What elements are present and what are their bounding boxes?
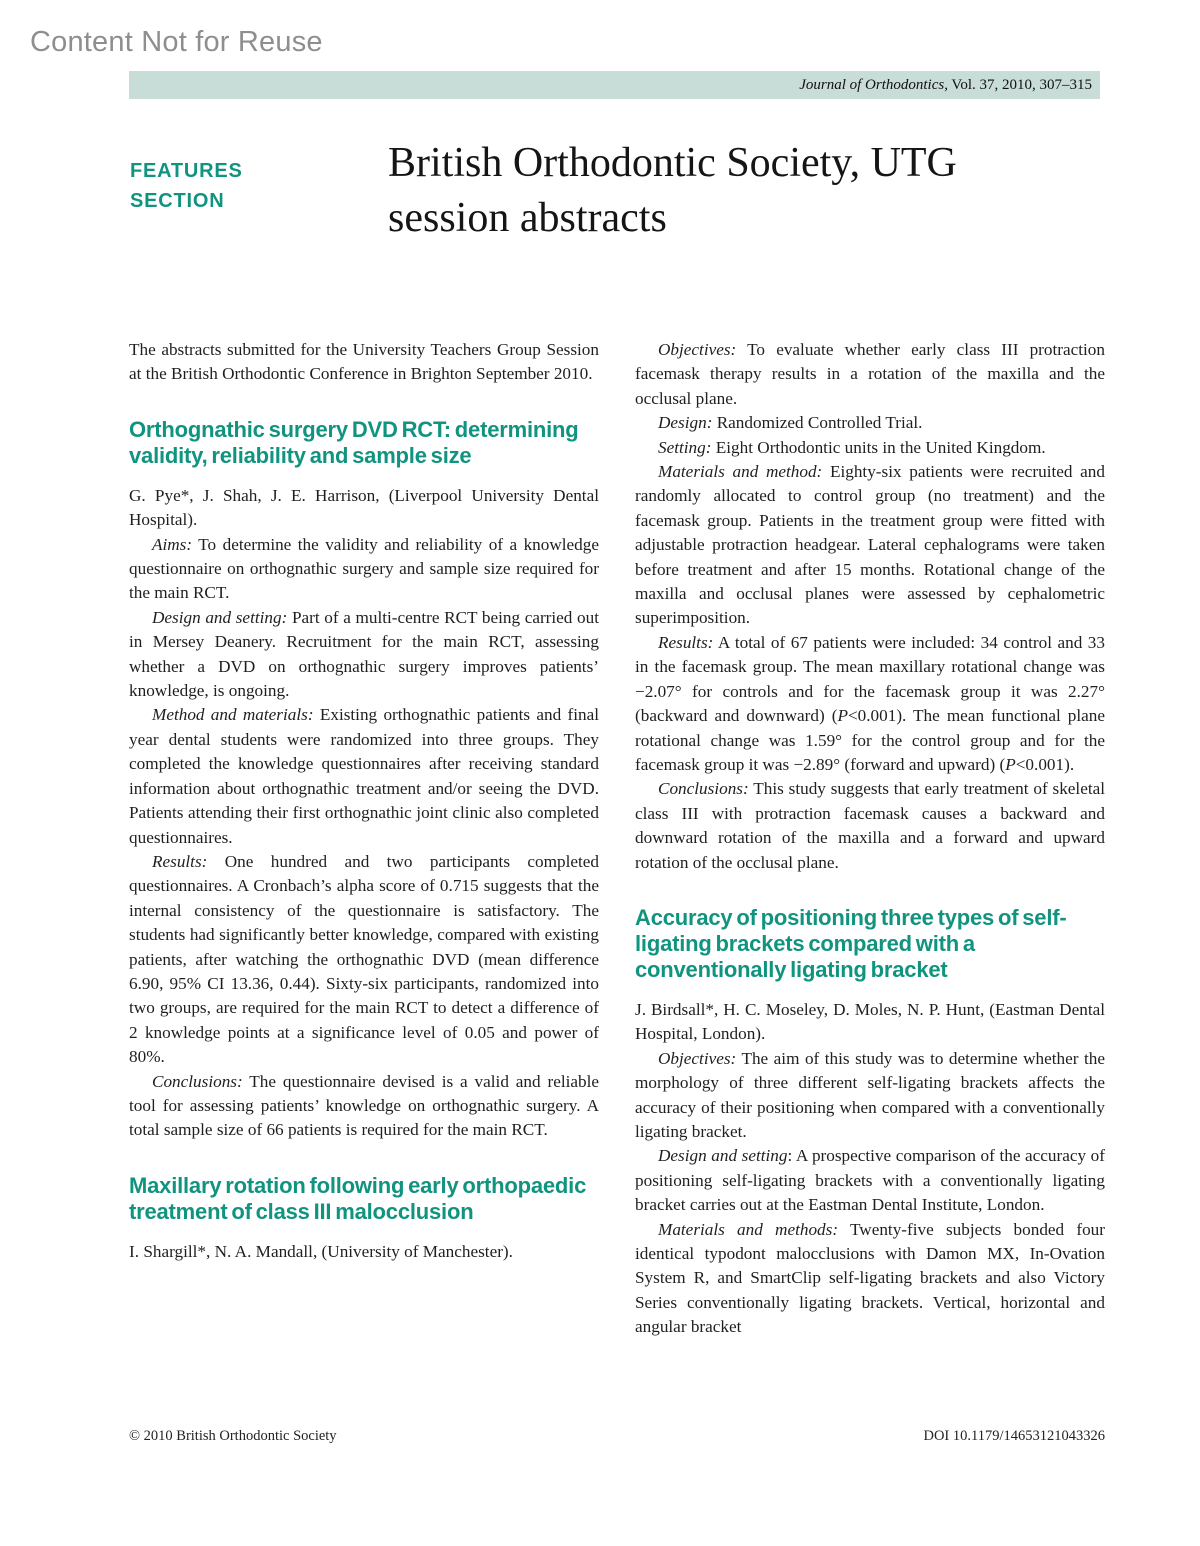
abstract-paragraph — [635, 460, 1105, 631]
page-title-line2: session abstracts — [388, 195, 667, 241]
paragraph-lead-italic: Design and setting: — [152, 607, 288, 627]
paragraph-text: This study suggests that early treatment of skeletal class III with protraction facemask causes a backward and downward rotation of the maxilla and a forward and upward rotation of the occlusal plane. — [635, 779, 1105, 872]
journal-issue-info: Vol. 37, 2010, 307–315 — [947, 76, 1092, 93]
column-left — [129, 338, 599, 1340]
paragraph-lead-italic: Conclusions: — [658, 779, 749, 799]
paragraph-text: Eighty-six patients were recruited and randomly allocated to control group (no treatment) and the facemask group. Patients in the treatment group were fitted with adjustable protraction headgear. Lateral cephalograms were taken before treatment and after 15 months. Rotational change of the maxilla and occlusal planes were assessed by cephalometric superimposition. — [635, 462, 1105, 628]
journal-title: Journal of Orthodontics, — [799, 76, 948, 93]
paragraph-lead-italic: Aims: — [152, 534, 193, 554]
abstract-paragraph — [635, 1218, 1105, 1340]
paragraph-lead-italic: Setting: — [658, 437, 712, 457]
paragraph-lead-italic: Materials and method: — [658, 462, 823, 482]
paragraph-lead-italic: Design: — [658, 413, 713, 433]
paragraph-text: Part of a multi-centre RCT being carried out in Mersey Deanery. Recruitment for the main RCT, assessing whether a DVD on orthognathic surgery improves patients’ knowledge, is ongoing. — [129, 607, 600, 701]
abstract-paragraph — [635, 777, 1105, 875]
paragraph-lead-italic: P — [1005, 754, 1016, 774]
paragraph-text: Twenty-five subjects bonded four identical typodont malocclusions with Damon MX, In-Ovation System R, and SmartClip self-ligating brackets and also Victory Series conventionally ligating brackets. Vertical, horizontal and angular bracket — [635, 1219, 1105, 1337]
paragraph-lead-italic: Results: — [152, 851, 208, 871]
paragraph-text: To determine the validity and reliability of a knowledge questionnaire on orthognathic surgery and sample size required for the main RCT. — [129, 534, 599, 603]
paragraph-lead-italic: Materials and methods: — [658, 1219, 839, 1239]
paragraph-text: A total of 67 patients were included: 34 control and 33 in the facemask group. The mean maxillary rotational change was −2.07° for controls and for the facemask group it was 2.27° (backward and downward) ( — [635, 632, 1105, 726]
abstract-paragraph — [635, 1047, 1105, 1145]
authors-line: I. Shargill*, N. A. Mandall, (University of Manchester). — [129, 1241, 513, 1261]
abstract-paragraph — [129, 850, 599, 1070]
paragraph-text: The aim of this study was to determine whether the morphology of three different self-ligating brackets affects the accuracy of their positioning when compared with a conventionally ligating bracket. — [635, 1048, 1105, 1141]
abstract-paragraph — [635, 436, 1105, 460]
paragraph-text: One hundred and two participants completed questionnaires. A Cronbach’s alpha score of 0.715 suggests that the internal consistency of the questionnaire is satisfactory. The students had significantly better knowledge, compared with existing patients, after watching the orthognathic DVD (mean difference 6.90, 95% CI 13.36, 0.44). Sixty-six participants, randomized into two groups, are required for the main RCT to detect a difference of 2 knowledge points at a significance level of 0.05 and power of 80%. — [129, 851, 599, 1067]
abstract-paragraph — [129, 1070, 599, 1143]
article-body — [129, 338, 1105, 1340]
paragraph-text: To evaluate whether early class III protraction facemask therapy results in a rotation of the maxilla and the occlusal plane. — [635, 340, 1105, 408]
abstract-paragraph — [635, 338, 1105, 411]
column-right — [635, 338, 1105, 1340]
masthead-band — [129, 71, 1100, 99]
features-section-label — [130, 156, 243, 216]
paragraph-text: Eight Orthodontic units in the United Kingdom. — [711, 437, 1046, 457]
paragraph-lead-italic: Design and setting — [658, 1146, 788, 1166]
paragraph-text: <0.001). The mean functional plane rotational change was 1.59° for the control group and for the facemask group it was −2.89° (forward and upward) ( — [635, 706, 1106, 774]
authors-line: G. Pye*, J. Shah, J. E. Harrison, (Liverpool University Dental Hospital). — [129, 485, 599, 530]
paragraph-text: : A prospective comparison of the accuracy of positioning self-ligating brackets with a conventionally ligating bracket carries out at the Eastman Dental Institute, London. — [635, 1146, 1105, 1215]
paragraph-lead-italic: Results: — [658, 632, 714, 652]
paragraph-text: Existing orthognathic patients and final year dental students were randomized into three groups. They completed the knowledge questionnaires after receiving standard information about orthognathic treatment and/or seeing the DVD. Patients attending their first orthognathic joint clinic also completed questionnaires. — [129, 705, 599, 847]
page-footer — [129, 1428, 1105, 1445]
intro-paragraph — [129, 338, 599, 387]
features-label-line1: FEATURES — [130, 160, 243, 182]
paragraph-text: The abstracts submitted for the University Teachers Group Session at the British Orthodontic Conference in Brighton September 2010. — [129, 340, 599, 384]
abstract-paragraph — [635, 631, 1105, 777]
watermark-text: Content Not for Reuse — [30, 26, 323, 58]
features-label-line2: SECTION — [130, 190, 225, 212]
abstract-paragraph — [129, 533, 599, 606]
abstract-heading: Orthognathic surgery DVD RCT: determining validity, reliability and sample size — [129, 416, 579, 468]
paragraph-lead-italic: Objectives: — [658, 1048, 737, 1068]
copyright-notice: © 2010 British Orthodontic Society — [129, 1428, 337, 1444]
paragraph-text: <0.001). — [1015, 754, 1075, 774]
authors-line: J. Birdsall*, H. C. Moseley, D. Moles, N. P. Hunt, (Eastman Dental Hospital, London). — [635, 999, 1105, 1044]
abstract-paragraph — [129, 703, 599, 849]
page-title — [388, 136, 1068, 246]
abstract-heading: Maxillary rotation following early orthopaedic treatment of class III malocclusion — [129, 1172, 587, 1224]
paragraph-lead-italic: Objectives: — [658, 340, 737, 359]
paragraph-lead-italic: Conclusions: — [152, 1071, 243, 1091]
abstract-heading: Accuracy of positioning three types of self-ligating brackets compared with a conventionally ligating bracket — [635, 904, 1067, 982]
page-title-line1: British Orthodontic Society, UTG — [388, 140, 957, 186]
paragraph-lead-italic: Method and materials: — [152, 705, 314, 725]
abstract-paragraph — [129, 606, 599, 704]
abstract-paragraph — [635, 1144, 1105, 1217]
paragraph-lead-italic: P — [837, 706, 848, 726]
abstract-paragraph — [635, 411, 1105, 435]
journal-reference — [799, 77, 1092, 94]
paragraph-text: The questionnaire devised is a valid and reliable tool for assessing patients’ knowledge on orthognathic surgery. A total sample size of 66 patients is required for the main RCT. — [129, 1071, 599, 1140]
doi-text: DOI 10.1179/14653121043326 — [923, 1428, 1105, 1444]
paragraph-text: Randomized Controlled Trial. — [712, 413, 923, 433]
